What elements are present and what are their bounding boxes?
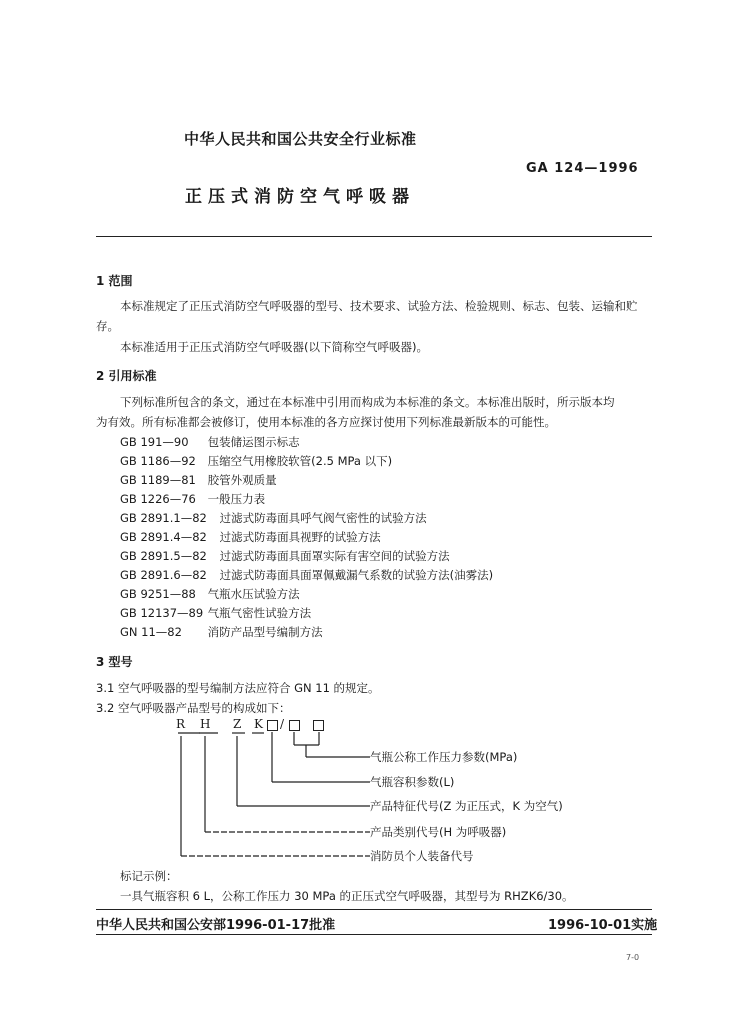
- section-3-heading: 3 型号: [96, 655, 133, 669]
- reference-item: GB 2891.5—82 过滤式防毒面具面罩实际有害空间的试验方法: [120, 549, 450, 563]
- reference-item: GB 1186—92 压缩空气用橡胶软管(2.5 MPa 以下): [120, 454, 393, 468]
- reference-item: GB 2891.1—82 过滤式防毒面具呼气阀气密性的试验方法: [120, 511, 427, 525]
- approval-date: 中华人民共和国公安部1996-01-17批准: [96, 918, 336, 933]
- implementation-date: 1996-10-01实施: [548, 918, 658, 933]
- reference-item: GB 1189—81 胶管外观质量: [120, 473, 277, 487]
- section-3-item2: 3.2 空气呼吸器产品型号的构成如下：: [96, 701, 291, 715]
- section-1-para1-line1: 本标准规定了正压式消防空气呼吸器的型号、技术要求、试验方法、检验规则、标志、包装、运输和贮: [120, 299, 638, 313]
- section-3-item1: 3.1 空气呼吸器的型号编制方法应符合 GN 11 的规定。: [96, 681, 380, 695]
- model-letter-k: K: [254, 717, 263, 731]
- reference-item: GB 191—90 包装储运图示标志: [120, 435, 300, 449]
- standard-code: GA 124—1996: [526, 161, 639, 176]
- reference-item: GB 9251—88 气瓶水压试验方法: [120, 587, 300, 601]
- issuing-organization: 中华人民共和国公共安全行业标准: [184, 130, 417, 148]
- section-1-para1-line2: 存。: [96, 319, 119, 333]
- label-cylinder-pressure: 气瓶公称工作压力参数(MPa): [370, 750, 518, 764]
- label-personal-equipment: 消防员个人装备代号: [370, 849, 474, 863]
- footer-divider: [96, 909, 652, 910]
- reference-item: GB 12137—89 气瓶气密性试验方法: [120, 606, 312, 620]
- model-letter-z: Z: [233, 717, 242, 731]
- reference-item: GB 1226—76 一般压力表: [120, 492, 266, 506]
- section-1-para2: 本标准适用于正压式消防空气呼吸器(以下简称空气呼吸器)。: [120, 340, 428, 354]
- document-title: 正压式消防空气呼吸器: [185, 187, 415, 207]
- model-letter-h: H: [200, 717, 211, 731]
- example-text: 一具气瓶容积 6 L，公称工作压力 30 MPa 的正压式空气呼吸器，其型号为 RHZK6/30。: [120, 889, 574, 903]
- model-letter-r: R: [176, 717, 186, 731]
- reference-item: GN 11—82 消防产品型号编制方法: [120, 625, 323, 639]
- page-number: 7-0: [626, 953, 640, 962]
- section-2-intro-line1: 下列标准所包含的条文，通过在本标准中引用而构成为本标准的条文。本标准出版时，所示版本均: [120, 395, 615, 409]
- model-slash: /: [280, 717, 285, 731]
- section-2-intro-line2: 为有效。所有标准都会被修订，使用本标准的各方应探讨使用下列标准最新版本的可能性。: [96, 415, 556, 429]
- reference-item: GB 2891.4—82 过滤式防毒面具视野的试验方法: [120, 530, 381, 544]
- label-category-code: 产品类别代号(H 为呼吸器): [370, 825, 507, 839]
- section-1-heading: 1 范围: [96, 274, 133, 288]
- label-cylinder-volume: 气瓶容积参数(L): [370, 775, 455, 789]
- reference-item: GB 2891.6—82 过滤式防毒面具面罩佩戴漏气系数的试验方法(油雾法): [120, 568, 494, 582]
- example-label: 标记示例：: [120, 869, 178, 883]
- footer-bottom-divider: [96, 934, 652, 935]
- label-feature-code: 产品特征代号(Z 为正压式，K 为空气): [370, 799, 563, 813]
- section-2-heading: 2 引用标准: [96, 369, 157, 383]
